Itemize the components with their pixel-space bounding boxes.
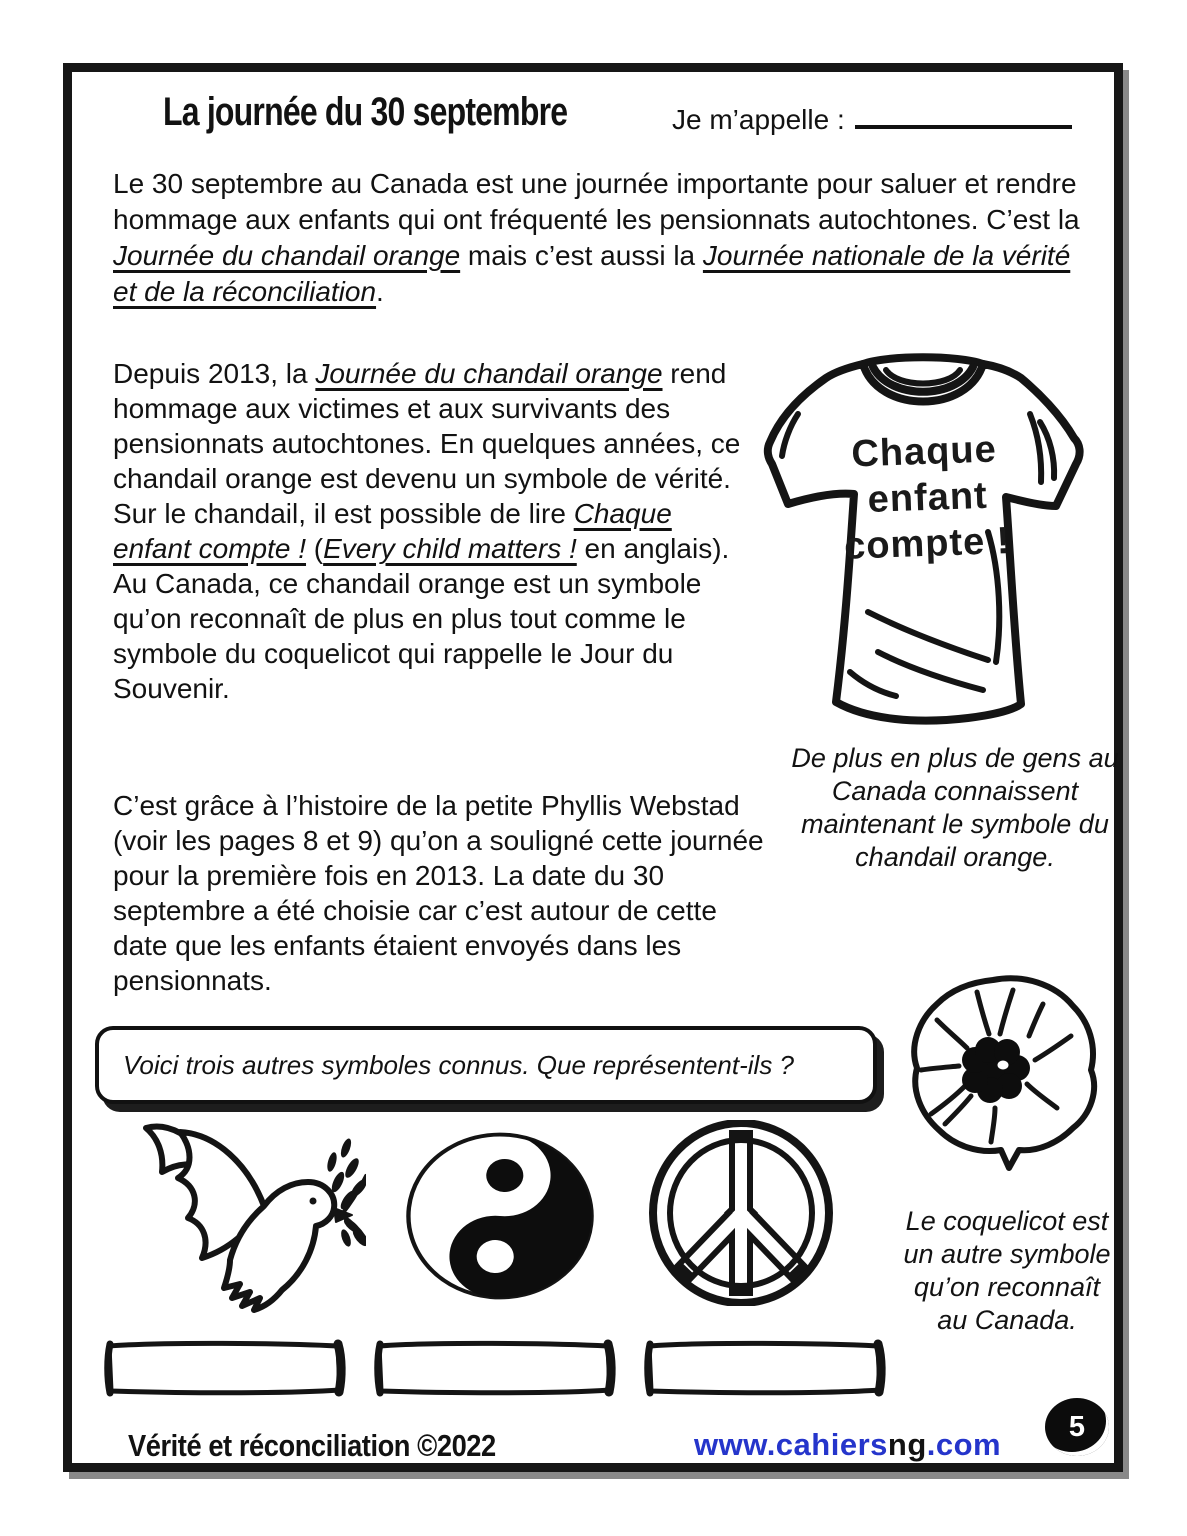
phyllis-paragraph: C’est grâce à l’histoire de la petite Phyllis Webstad (voir les pages 8 et 9) qu’on a souligné cette journée pour la première fois en 2013. La date du 30 septembre a été choisie car c’est autour de cette date que les enfants étaient envoyés dans les pensionnats. [113,790,764,996]
page-number-badge [1045,1398,1109,1456]
sketch-box-icon [102,1336,346,1400]
url-suffix: .com [926,1427,1002,1462]
poppy-icon [893,972,1103,1172]
dove-peace-icon [116,1116,366,1331]
history-paragraph: Depuis 2013, la Journée du chandail orange rend hommage aux victimes et aux survivants des pensionnats autochtones. En quelques années, ce chandail orange est devenu un symbole de vérité. Sur le chandail, il est possible de lire Chaque enfant compte ! (Every child matters ! en anglais). Au Canada, ce chandail orange est un symbole qu’on reconnaît de plus en plus tout comme le symbole du coquelicot qui rappelle le Jour du Souvenir. [113,358,741,704]
footer-website-link[interactable] [694,1427,1001,1463]
shirt-slogan-line-1: Chaque [850,428,998,476]
dove-illustration [116,1116,366,1331]
poppy-illustration [893,972,1103,1172]
peace-sign-icon [648,1120,834,1306]
shirt-slogan-line-2: enfant [866,474,989,521]
shirt-slogan-line-3: compte ! [843,520,1012,568]
orange-shirt-illustration [737,322,1109,742]
footer-copyright: Vérité et réconciliation ©2022 [128,1428,496,1463]
poppy-caption: Le coquelicot est un autre symbole qu’on reconnaît au Canada. [903,1206,1111,1335]
url-brand: ng [887,1427,927,1462]
intro-paragraph: Le 30 septembre au Canada est une journée importante pour saluer et rendre hommage aux enfants qui ont fréquenté les pensionnats autochtones. C’est la Journée du chandail orange mais c’est aussi la Journée nationale de la vérité et de la réconciliation. [113,168,1080,307]
answer-box-dove[interactable] [102,1336,346,1400]
sketch-box-icon [372,1336,616,1400]
page-title: La journée du 30 septembre [163,90,568,134]
name-input-line[interactable] [855,99,1072,129]
yin-yang-icon [402,1128,598,1308]
name-row [672,99,1072,136]
page-number: 5 [1068,1410,1086,1443]
peace-sign-illustration [648,1120,834,1306]
question-box [95,1026,877,1104]
answer-box-peace[interactable] [642,1336,886,1400]
tshirt-caption: De plus en plus de gens au Canada connaissent maintenant le symbole du chandail orange. [791,743,1119,872]
yinyang-illustration [402,1128,598,1308]
url-prefix: www.cahiers [694,1427,888,1462]
tshirt-icon [737,322,1109,742]
sketch-box-icon [642,1336,886,1400]
answer-box-yinyang[interactable] [372,1336,616,1400]
name-label: Je m’appelle : [672,104,845,135]
question-box-text: Voici trois autres symboles connus. Que représentent-ils ? [123,1049,795,1080]
